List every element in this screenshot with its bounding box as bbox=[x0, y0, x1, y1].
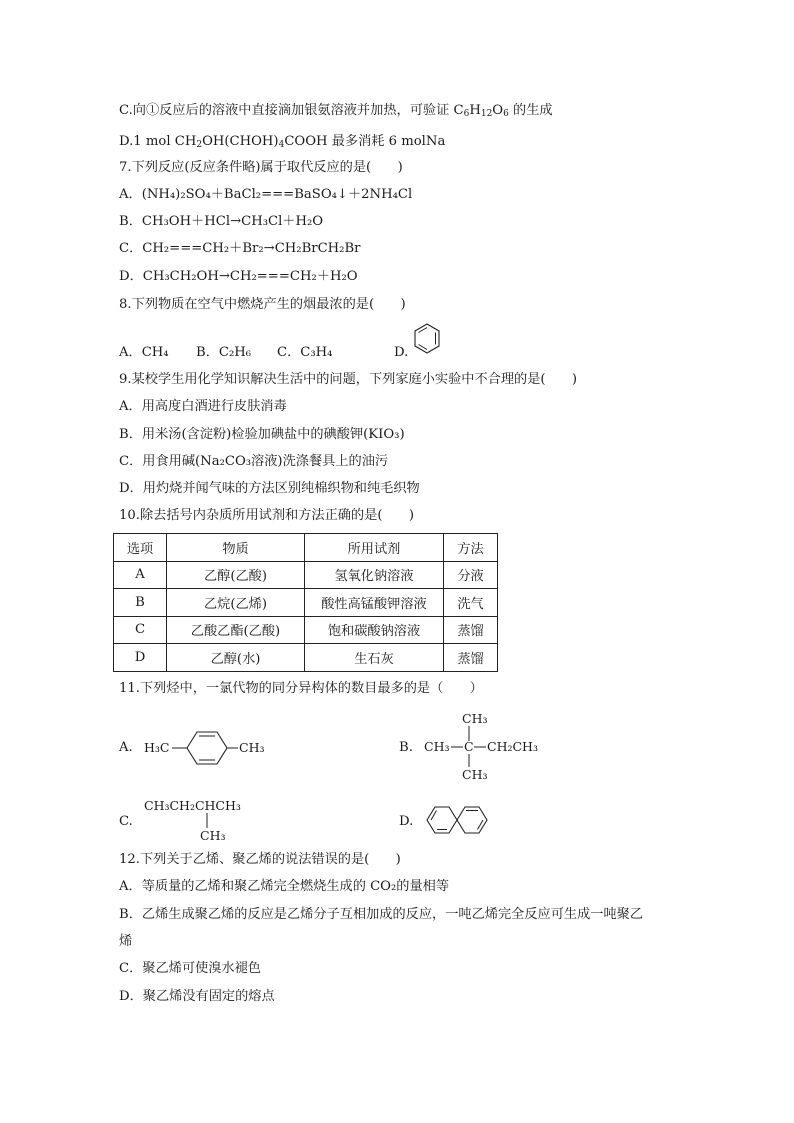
table-cell: 饱和碳酸钠溶液 bbox=[305, 616, 444, 644]
table-row bbox=[114, 561, 498, 589]
quaternary-carbon: C bbox=[464, 739, 474, 754]
methyl-left: CH₃ bbox=[424, 739, 450, 754]
methyl-branch: CH₃ bbox=[200, 828, 226, 843]
q8-option-c: C．C₃H₄ bbox=[277, 345, 333, 360]
q11-option-b-label: B. bbox=[399, 740, 413, 755]
q11-stem: 11.下列烃中，一氯代物的同分异构体的数目最多的是（ ） bbox=[119, 681, 483, 696]
q6-option-d: D.1 mol $CH_2OH(CHOH)_4COOH$ 最多消耗 6 molNa bbox=[119, 134, 446, 150]
q12-stem: 12.下列关于乙烯、聚乙烯的说法错误的是( ) bbox=[119, 852, 401, 867]
table-cell: 氢氧化钠溶液 bbox=[305, 561, 444, 589]
table-row bbox=[114, 616, 498, 644]
q8-option-a: A．CH₄ bbox=[119, 345, 169, 360]
q11-option-a-label: A. bbox=[119, 740, 133, 755]
table-header-cell: 物质 bbox=[167, 534, 305, 562]
q7-option-a: A．(NH₄)₂SO₄＋BaCl₂===BaSO₄↓＋2NH₄Cl bbox=[119, 187, 413, 202]
table-cell: 酸性高锰酸钾溶液 bbox=[305, 589, 444, 617]
methyl-group-left: H₃C bbox=[144, 740, 170, 755]
q12-option-b-line2: 烯 bbox=[119, 934, 133, 949]
q12-option-d: D．聚乙烯没有固定的熔点 bbox=[119, 989, 275, 1004]
q8-option-b: B．C₂H₆ bbox=[196, 345, 252, 360]
q12-option-b-line1: B．乙烯生成聚乙烯的反应是乙烯分子互相加成的反应，一吨乙烯完全反应可生成一吨聚乙 bbox=[119, 907, 643, 922]
benzene-ring-structure bbox=[413, 322, 441, 356]
q9-option-c: C．用食用碱(Na₂CO₃溶液)洗涤餐具上的油污 bbox=[119, 454, 389, 469]
q6-option-c: C.向①反应后的溶液中直接滴加银氨溶液并加热，可验证 $C_6H_{12}O_6$ 的生成 bbox=[119, 103, 553, 119]
naphthalene-structure bbox=[424, 802, 490, 840]
table-header-cell: 方法 bbox=[444, 534, 498, 562]
ethyl-group: CH₂CH₃ bbox=[487, 739, 538, 754]
table-cell: 蒸馏 bbox=[444, 616, 498, 644]
q7-option-d: D．CH₃CH₂OH→CH₂===CH₂＋H₂O bbox=[119, 269, 358, 284]
table-cell: D bbox=[114, 644, 167, 672]
q11-option-d-label: D. bbox=[399, 814, 414, 829]
table-cell: 乙醇(乙酸) bbox=[167, 561, 305, 589]
q9-stem: 9.某校学生用化学知识解决生活中的问题，下列家庭小实验中不合理的是( ) bbox=[119, 372, 578, 387]
q8-stem: 8.下列物质在空气中燃烧产生的烟最浓的是( ) bbox=[119, 297, 406, 312]
table-cell: 乙醇(水) bbox=[167, 644, 305, 672]
methyl-bottom: CH₃ bbox=[462, 767, 488, 782]
table-header-cell: 所用试剂 bbox=[305, 534, 444, 562]
table-cell: 洗气 bbox=[444, 589, 498, 617]
p-xylene-structure bbox=[142, 722, 272, 772]
q9-option-b: B．用米汤(含淀粉)检验加碘盐中的碘酸钾(KIO₃) bbox=[119, 427, 405, 442]
table-header-cell: 选项 bbox=[114, 534, 167, 562]
methylbutane-structure bbox=[142, 795, 262, 845]
q11-option-c-label: C. bbox=[119, 814, 133, 829]
table-cell: B bbox=[114, 589, 167, 617]
q12-option-a: A．等质量的乙烯和聚乙烯完全燃烧生成的 CO₂的量相等 bbox=[119, 879, 450, 894]
q7-option-b: B．CH₃OH＋HCl→CH₃Cl＋H₂O bbox=[119, 214, 324, 229]
table-cell: A bbox=[114, 561, 167, 589]
table-row bbox=[114, 644, 498, 672]
table-header-row bbox=[114, 534, 498, 562]
q7-stem: 7.下列反应(反应条件略)属于取代反应的是( ) bbox=[119, 160, 403, 175]
table-cell: 生石灰 bbox=[305, 644, 444, 672]
main-chain: CH₃CH₂CHCH₃ bbox=[144, 798, 241, 813]
table-cell: 乙烷(乙烯) bbox=[167, 589, 305, 617]
table-cell: 乙酸乙酯(乙酸) bbox=[167, 616, 305, 644]
table-cell: 蒸馏 bbox=[444, 644, 498, 672]
methyl-group-right: CH₃ bbox=[239, 740, 265, 755]
q10-stem: 10.除去括号内杂质所用试剂和方法正确的是( ) bbox=[119, 508, 415, 523]
q9-option-a: A．用高度白酒进行皮肤消毒 bbox=[119, 399, 287, 414]
q10-table bbox=[113, 533, 498, 672]
q8-option-d: D. bbox=[394, 345, 409, 360]
dimethylbutane-structure bbox=[422, 708, 552, 784]
table-cell: C bbox=[114, 616, 167, 644]
table-cell: 分液 bbox=[444, 561, 498, 589]
q7-option-c: C．CH₂===CH₂＋Br₂→CH₂BrCH₂Br bbox=[119, 241, 361, 256]
methyl-top: CH₃ bbox=[462, 711, 488, 726]
q9-option-d: D．用灼烧并闻气味的方法区别纯棉织物和纯毛织物 bbox=[119, 481, 420, 496]
q12-option-c: C．聚乙烯可使溴水褪色 bbox=[119, 961, 261, 976]
table-row bbox=[114, 589, 498, 617]
